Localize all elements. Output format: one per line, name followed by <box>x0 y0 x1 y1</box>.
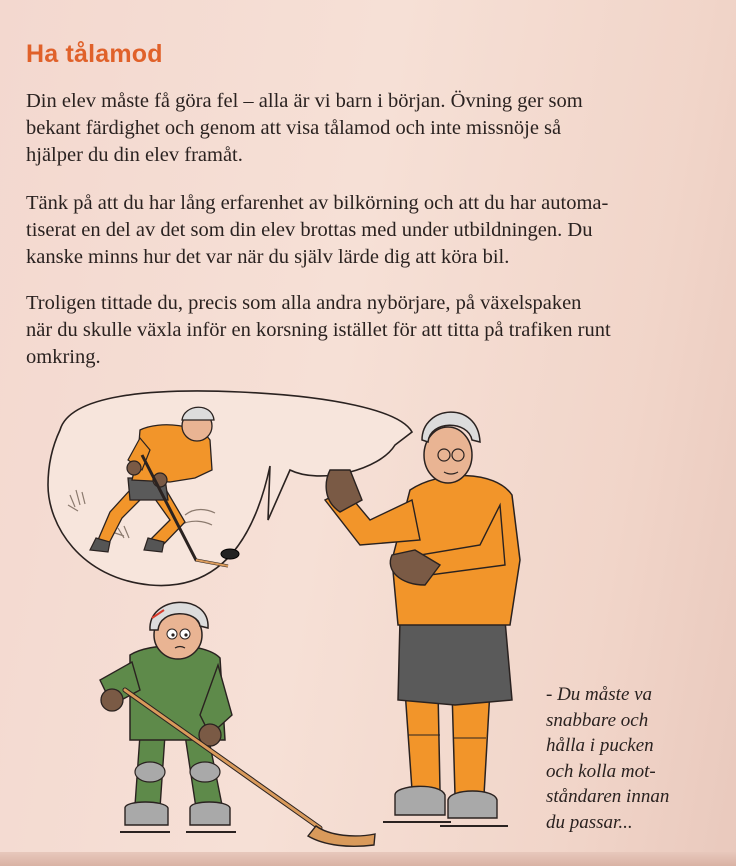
section-heading: Ha tålamod <box>26 40 163 68</box>
coach-figure-icon <box>325 412 520 826</box>
caption-line: - Du måste va <box>546 684 653 705</box>
caption-line: du passar... <box>546 811 633 833</box>
puck-icon <box>221 549 239 559</box>
paragraph-line: kanske minns hur det var när du själv lärde dig att köra bil. <box>26 246 510 268</box>
paragraph-3 <box>26 290 698 371</box>
illustration-caption <box>546 682 669 835</box>
caption-line: snabbare och <box>546 709 649 731</box>
paragraph-1 <box>26 88 698 169</box>
caption-line: hålla i pucken <box>546 735 654 756</box>
paragraph-line: Din elev måste få göra fel – alla är vi barn i början. Övning ger som <box>26 90 583 112</box>
page-bottom-edge <box>0 852 736 866</box>
paragraph-line: bekant färdighet och genom att visa tålamod och inte missnöje så <box>26 117 562 139</box>
paragraph-line: Troligen tittade du, precis som alla andra nybörjare, på växelspaken <box>26 292 582 314</box>
paragraph-line: när du skulle växla inför en korsning istället för att titta på trafiken runt <box>26 319 611 341</box>
paragraph-line: Tänk på att du har lång erfarenhet av bilkörning och att du har automa- <box>26 192 609 214</box>
caption-line: och kolla mot- <box>546 760 656 782</box>
paragraph-line: omkring. <box>26 346 101 368</box>
paragraph-line: hjälper du din elev framåt. <box>26 144 243 166</box>
caption-line: ståndaren innan <box>546 786 670 807</box>
paragraph-line: tiserat en del av det som din elev brottas med under utbildningen. Du <box>26 219 593 241</box>
paragraph-2 <box>26 190 698 271</box>
child-player-icon <box>100 602 236 832</box>
